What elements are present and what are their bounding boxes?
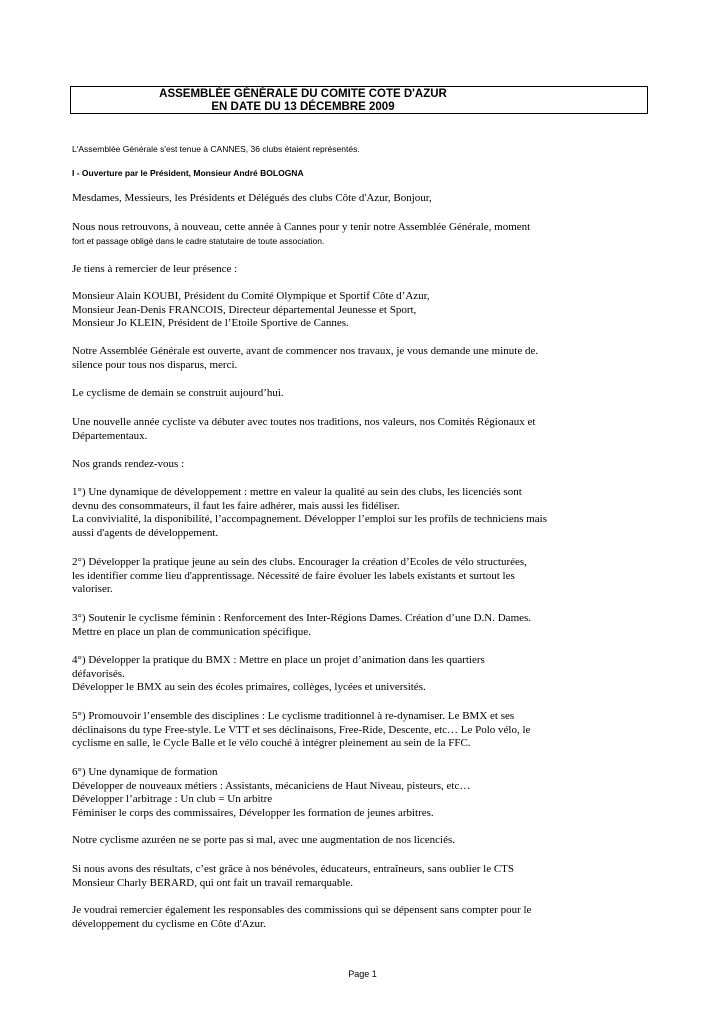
goal-line bbox=[72, 556, 562, 570]
paragraph-remercier: Je tiens à remercier de leur présence : bbox=[72, 263, 238, 275]
goal-text: au sein des clubs. Encourager la création d’Ecoles de vélo structurées, bbox=[215, 556, 527, 568]
goal-number: 1°) bbox=[72, 486, 89, 498]
paragraph-commissions bbox=[72, 904, 562, 931]
goal-item-6 bbox=[72, 766, 562, 820]
paragraph-azureen: Notre cyclisme azuréen ne se porte pas si mal, avec une augmentation de nos licenciés. bbox=[72, 834, 456, 846]
goal-line bbox=[72, 654, 562, 668]
goal-heading: Développer la pratique du BMX bbox=[88, 654, 231, 666]
goal-text: : Renforcement des Inter-Régions Dames. Création d’une D.N. Dames. bbox=[215, 612, 532, 624]
goal-text: : mettre en valeur la qualité au sein des clubs, les licenciés sont bbox=[241, 486, 522, 498]
goal-line bbox=[72, 710, 562, 724]
intro-text: L'Assemblée Générale s'est tenue à CANNES, 36 clubs étaient représentés. bbox=[72, 144, 360, 154]
title-box bbox=[70, 86, 648, 114]
goal-line: La convivialité, la disponibilité, l’accompagnement. Développer l’emploi sur les profils de techniciens mais bbox=[72, 513, 547, 525]
title-line-1: ASSEMBLÉE GÉNÉRALE DU COMITE COTE D'AZUR bbox=[159, 88, 447, 100]
goal-item-1 bbox=[72, 486, 562, 540]
paragraph-line: Nous nous retrouvons, à nouveau, cette année à Cannes pour y tenir notre Assemblée Générale, moment bbox=[72, 221, 531, 233]
goal-line: aussi d'agents de développement. bbox=[72, 526, 219, 539]
goal-line: Développer de nouveaux métiers : Assistants, mécaniciens de Haut Niveau, pisteurs, etc… bbox=[72, 779, 471, 792]
guest-list bbox=[72, 290, 562, 331]
goal-line: Mettre en place un plan de communication spécifique. bbox=[72, 625, 311, 638]
guest-line: Monsieur Jean-Denis FRANCOIS, Directeur départemental Jeunesse et Sport, bbox=[72, 303, 417, 316]
goal-number: 4°) bbox=[72, 654, 89, 666]
greeting: Mesdames, Messieurs, les Présidents et Délégués des clubs Côte d'Azur, Bonjour, bbox=[72, 192, 432, 204]
paragraph-line: Si nous avons des résultats, c’est grâce à nos bénévoles, éducateurs, entraîneurs, sans oublier le CTS bbox=[72, 863, 515, 875]
paragraph-line: développement du cyclisme en Côte d'Azur. bbox=[72, 917, 266, 930]
goal-heading: Promouvoir l’ensemble des disciplines bbox=[88, 710, 260, 722]
paragraph-line: Une nouvelle année cycliste va débuter avec toutes nos traditions, nos valeurs, nos Comités Régionaux et bbox=[72, 416, 536, 428]
goal-line bbox=[72, 766, 562, 780]
goal-line: déclinaisons du type Free-style. Le VTT et ses déclinaisons, Free-Ride, Descente, etc… Le Polo vélo, le bbox=[72, 723, 531, 736]
goal-line: cyclisme en salle, le Cycle Balle et le vélo couché à intégrer pleinement au sein de la FFC. bbox=[72, 737, 471, 749]
goal-number: 3°) bbox=[72, 612, 89, 624]
paragraph-demain: Le cyclisme de demain se construit aujourd’hui. bbox=[72, 387, 284, 399]
goal-line: Développer le BMX au sein des écoles primaires, collèges, lycées et universités. bbox=[72, 681, 426, 693]
goal-heading: Une dynamique de développement bbox=[88, 486, 242, 498]
title-line-2: EN DATE DU 13 DÉCEMBRE 2009 bbox=[211, 101, 395, 113]
paragraph-line: Notre Assemblée Générale est ouverte, avant de commencer nos travaux, je vous demande une minute de. bbox=[72, 345, 539, 357]
goal-number: 5°) bbox=[72, 710, 89, 722]
paragraph-ouverte bbox=[72, 345, 562, 372]
paragraph-nouvelle bbox=[72, 416, 562, 443]
goal-item-2 bbox=[72, 556, 562, 597]
paragraph-resultats bbox=[72, 863, 562, 890]
goal-line: les identifier comme lieu d'apprentissage. Nécessité de faire évoluer les labels existants et surtout les bbox=[72, 569, 515, 582]
paragraph-line: Départementaux. bbox=[72, 429, 148, 442]
goal-heading: Une dynamique de formation bbox=[88, 766, 218, 778]
paragraph-line: Je voudrai remercier également les responsables des commissions qui se dépensent sans compter pour le bbox=[72, 904, 532, 916]
goal-line: défavorisés. bbox=[72, 667, 125, 680]
goal-heading: Développer la pratique jeune bbox=[88, 556, 216, 568]
goal-heading: Soutenir le cyclisme féminin bbox=[88, 612, 216, 624]
paragraph-rdv: Nos grands rendez-vous : bbox=[72, 458, 185, 470]
paragraph-line: silence pour tous nos disparus, merci. bbox=[72, 358, 238, 371]
goal-line bbox=[72, 612, 562, 626]
goal-text: : Le cyclisme traditionnel à re-dynamiser. Le BMX et ses bbox=[259, 710, 515, 722]
goal-number: 6°) bbox=[72, 766, 89, 778]
paragraph-retrouvons bbox=[72, 221, 562, 247]
paragraph-line: fort et passage obligé dans le cadre statutaire de toute association. bbox=[72, 235, 325, 246]
paragraph-line: Monsieur Charly BERARD, qui ont fait un travail remarquable. bbox=[72, 876, 354, 889]
goal-item-4 bbox=[72, 654, 562, 695]
goal-text: : Mettre en place un projet d’animation dans les quartiers bbox=[230, 654, 485, 666]
page-number: Page 1 bbox=[348, 969, 377, 979]
goal-line: Développer l’arbitrage : Un club = Un arbitre bbox=[72, 793, 273, 805]
guest-line: Monsieur Jo KLEIN, Président de l’Etoile Sportive de Cannes. bbox=[72, 317, 349, 329]
goal-item-5 bbox=[72, 710, 562, 751]
goal-line bbox=[72, 486, 562, 500]
goal-line: valoriser. bbox=[72, 583, 113, 595]
goal-number: 2°) bbox=[72, 556, 89, 568]
goal-item-3 bbox=[72, 612, 562, 639]
goal-line: devnu des consommateurs, il faut les faire adhérer, mais aussi les fidéliser. bbox=[72, 499, 400, 512]
goal-line: Féminiser le corps des commissaires, Développer les formation de jeunes arbitres. bbox=[72, 806, 434, 819]
section-heading: I - Ouverture par le Président, Monsieur André BOLOGNA bbox=[72, 168, 304, 178]
guest-line: Monsieur Alain KOUBI, Président du Comité Olympique et Sportif Côte d’Azur, bbox=[72, 290, 430, 302]
